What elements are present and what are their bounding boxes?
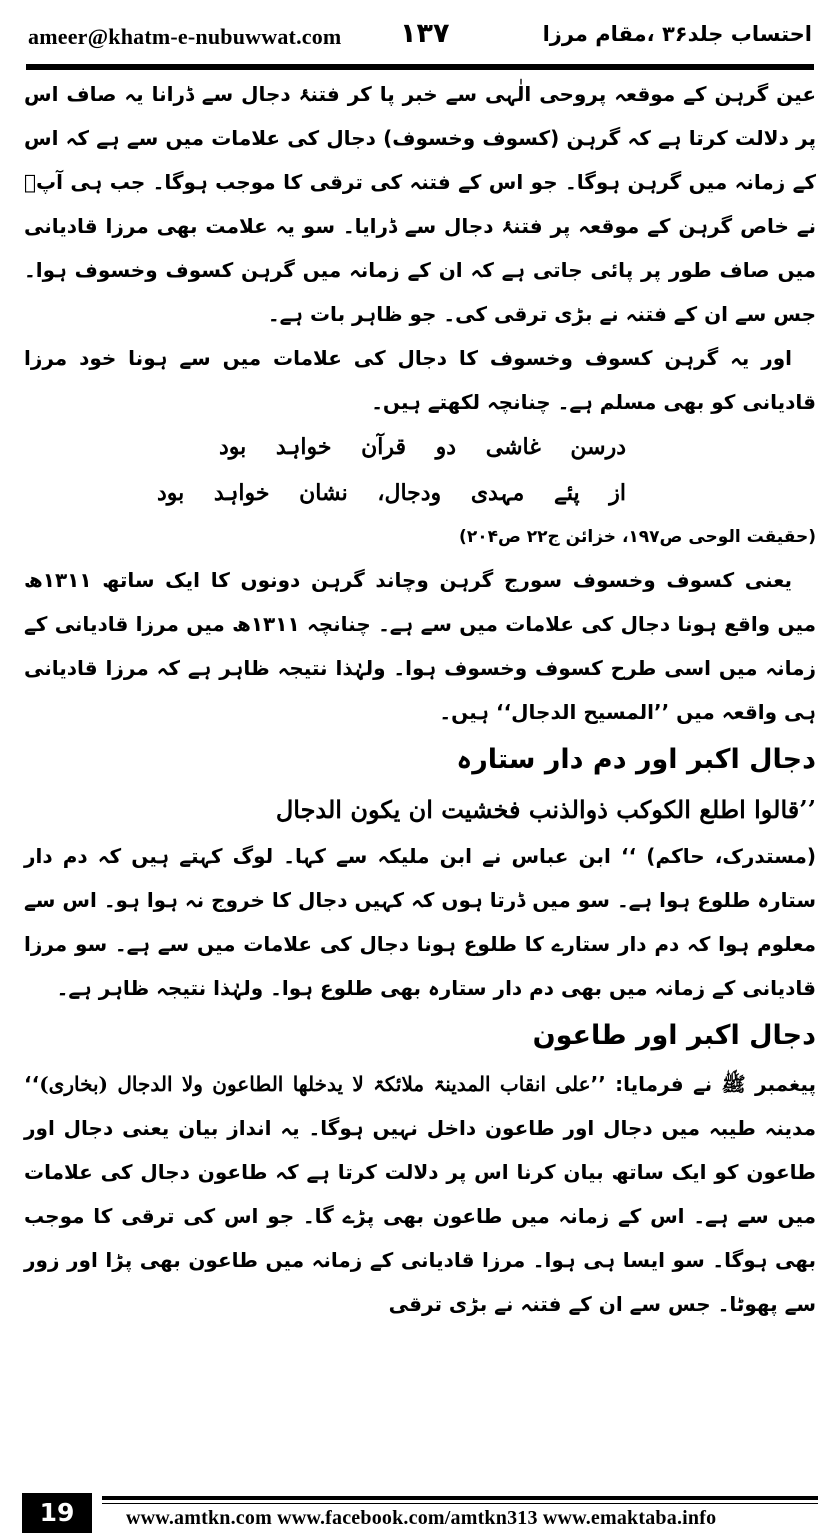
- header-rule: [26, 64, 814, 70]
- section-heading-plague: دجال اکبر اور طاعون: [532, 1020, 816, 1051]
- hadith-arabic: علی انقاب المدینۃ ملائکۃ لا یدخلھا الطاعون ولا الدجال (بخاری): [39, 1072, 591, 1096]
- header-page-number: ۱۳۷: [400, 18, 450, 49]
- page-body: [24, 72, 816, 1326]
- paragraph-5-intro: پیغمبر ﷺ نے فرمایا: ’’: [590, 1072, 817, 1096]
- verse-line-1: درسن غاشی دو قرآن خواہد بود: [218, 434, 626, 460]
- footer-rule-thin: [102, 1503, 818, 1504]
- running-title: احتساب جلد۳۶ ،مقام مرزا: [542, 22, 812, 46]
- paragraph-1: عین گرہن کے موقعہ پروحی الٰہی سے خبر پا کر فتنۂ دجال سے ڈرانا یہ صاف اس پر دلالت کرتا ہے کہ گرہن (کسوف وخسوف) دجال کی علامات میں سے ہے کہ اس کے زمانہ میں گرہن ہوگا۔ جو اس کے فتنہ کی ترقی کا موجب ہوگا۔ جب ہی آپؐ نے خاص گرہن کے موقعہ پر فتنۂ دجال سے ڈرایا۔ سو یہ علامت بھی مرزا قادیانی میں صاف طور پر پائی جاتی ہے کہ ان کے زمانہ میں گرہن کسوف وخسوف ہوا۔ جس سے ان کے فتنہ نے بڑی ترقی کی۔ جو ظاہر بات ہے۔: [24, 82, 816, 326]
- persian-verse: [24, 424, 816, 516]
- footer-rule-thick: [102, 1496, 818, 1500]
- arabic-quote-1: ’’قالوا اطلع الکوکب ذوالذنب فخشیت ان یکون الدجال: [275, 795, 816, 824]
- paragraph-5-rest: ‘‘ مدینہ طیبہ میں دجال اور طاعون داخل نہیں ہوگا۔ یہ انداز بیان یعنی دجال اور طاعون کو ایک ساتھ بیان کرنا اس پر دلالت کرتا ہے کہ طاعون دجال کی علامات میں سے ہے۔ اس کے زمانہ میں طاعون بھی پڑے گا۔ جو اس کی ترقی کا موجب بھی ہوگا۔ سو ایسا ہی ہوا۔ مرزا قادیانی کے زمانہ میں طاعون بھی پڑا اور زور سے پھوٹا۔ جس سے ان کے فتنہ نے بڑی ترقی: [24, 1072, 816, 1316]
- section-heading-comet: دجال اکبر اور دم دار ستارہ: [456, 744, 816, 775]
- paragraph-5: [24, 1062, 816, 1326]
- paragraph-4: (مستدرک، حاکم) ‘‘ ابن عباس نے ابن ملیکہ سے کہا۔ لوگ کہتے ہیں کہ دم دار ستارہ طلوع ہوا ہے۔ سو میں ڈرتا ہوں کہ کہیں دجال کا خروج نہ ہوا ہو۔ اس سے معلوم ہوا کہ دم دار ستارے کا طلوع ہونا دجال کی علامات میں سے ہے۔ سو مرزا قادیانی کے زمانہ میں بھی دم دار ستارہ بھی طلوع ہوا۔ ولہٰذا نتیجہ ظاہر ہے۔: [24, 844, 816, 1000]
- footer-websites[interactable]: www.amtkn.com www.facebook.com/amtkn313 www.emaktaba.info: [126, 1507, 717, 1529]
- page-header: [28, 18, 812, 58]
- paragraph-2: اور یہ گرہن کسوف وخسوف کا دجال کی علامات میں سے ہونا خود مرزا قادیانی کو بھی مسلم ہے۔ چنانچہ لکھتے ہیں۔: [24, 346, 816, 414]
- verse-line-2: از پئے مہدی ودجال، نشان خواہد بود: [156, 480, 626, 506]
- page-footer: [22, 1493, 818, 1533]
- folio-number: 19: [22, 1493, 92, 1533]
- paragraph-3: یعنی کسوف وخسوف سورج گرہن وچاند گرہن دونوں کا ایک ساتھ ۱۳۱۱ھ میں واقع ہونا دجال کی علامات میں سے ہے۔ چنانچہ ۱۳۱۱ھ میں مرزا قادیانی کے زمانہ میں اسی طرح کسوف وخسوف ہوا۔ ولہٰذا نتیجہ ظاہر ہے کہ مرزا قادیانی ہی واقعہ میں ’’المسیح الدجال‘‘ ہیں۔: [24, 568, 817, 724]
- citation: (حقیقت الوحی ص۱۹۷، خزائن ج۲۲ ص۲۰۴): [459, 527, 816, 547]
- header-email[interactable]: ameer@khatm-e-nubuwwat.com: [28, 24, 342, 49]
